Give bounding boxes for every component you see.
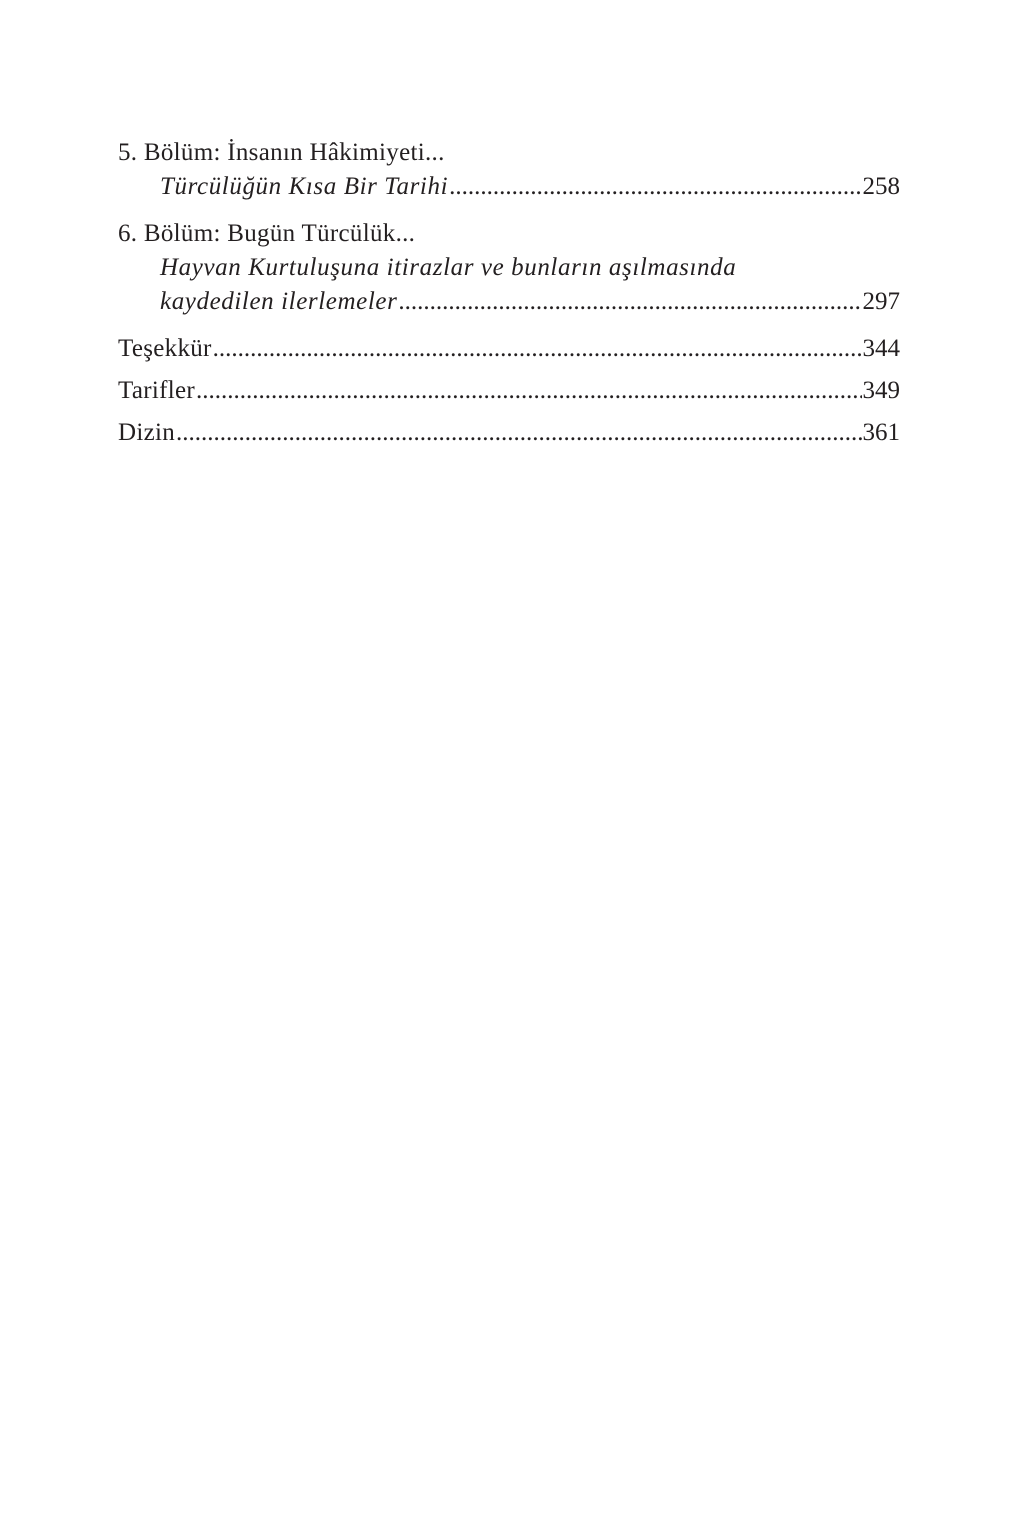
- dot-leader: [213, 332, 862, 366]
- toc-entry-recipes: [118, 374, 900, 408]
- dot-leader: [449, 170, 861, 204]
- toc-chapter-5: [118, 136, 900, 204]
- dot-leader: [196, 374, 862, 408]
- table-of-contents: [118, 136, 900, 458]
- chapter-6-page-number: 297: [862, 288, 900, 315]
- entry-page-number: 349: [862, 377, 900, 404]
- chapter-5-page-number: 258: [862, 173, 900, 200]
- entry-page-number: 344: [862, 335, 900, 362]
- chapter-5-subtitle-line: [118, 170, 900, 204]
- chapter-6-subtitle-line-2: [118, 285, 900, 319]
- chapter-6-subtitle-end: kaydedilen ilerlemeler: [160, 288, 398, 315]
- chapter-5-heading: 5. Bölüm: İnsanın Hâkimiyeti...: [118, 139, 445, 166]
- dot-leader: [176, 416, 861, 450]
- entry-label: Tarifler: [118, 377, 195, 404]
- entry-page-number: 361: [862, 419, 900, 446]
- chapter-5-subtitle: Türcülüğün Kısa Bir Tarihi: [160, 173, 449, 200]
- toc-entry-acknowledgements: [118, 332, 900, 366]
- chapter-6-heading: 6. Bölüm: Bugün Türcülük...: [118, 220, 416, 247]
- dot-leader: [398, 285, 861, 319]
- entry-label: Dizin: [118, 419, 176, 446]
- toc-chapter-6: [118, 217, 900, 319]
- entry-label: Teşekkür: [118, 335, 212, 362]
- chapter-6-subtitle-line-1: Hayvan Kurtuluşuna itirazlar ve bunların aşılmasında: [160, 254, 737, 281]
- toc-entry-index: [118, 416, 900, 450]
